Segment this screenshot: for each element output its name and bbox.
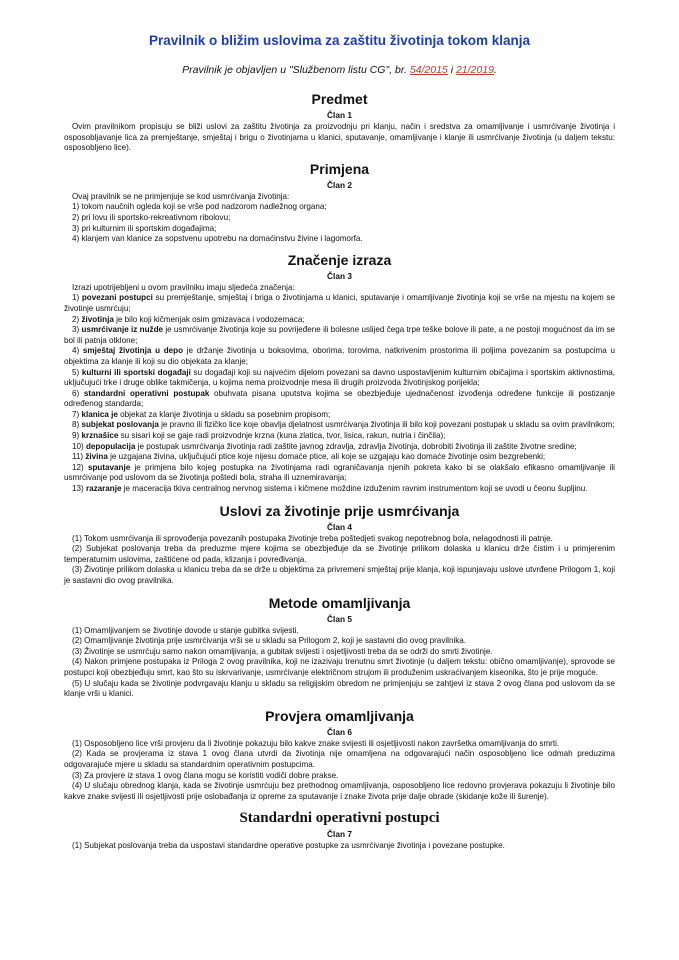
gazette-link-21-2019[interactable]: 21/2019 [455,64,494,76]
definition-text: su premještanje, smještaj i briga o životinjama u klanici, sputavanje i omamljivanje životinja koji se vrše na mjestu na kojem se životinje usmrćuju; [64,293,615,313]
definition-term: životinja [81,314,114,324]
definition-term: depopulacija [85,441,136,451]
article-5-paragraph: (2) Omamljivanje životinja prije usmrćivanja vrši se u skladu sa Prilogom 2, koji je sastavni dio ovog pravilnika. [72,636,467,646]
definition-text: je bilo koji kičmenjak osim gmizavaca i vodozemaca; [113,314,305,324]
article-2-item: 4) klanjem van klanice za sopstvenu upotrebu na domaćinstvu živine i lagomorfa. [72,234,363,244]
publication-note-mid: i [447,64,456,76]
document-title: Pravilnik o bližim uslovima za zaštitu životinja tokom klanja [148,33,531,48]
section-heading-standardni: Standardni operativni postupci [239,810,440,827]
definition-item [64,293,615,314]
section-heading-primjena: Primjena [309,160,370,177]
article-2-intro: Ovaj pravilnik se ne primjenjuje se kod usmrćivanja životinja: [72,191,290,201]
definition-text: je uzgajana živina, uključujući ptice koje nijesu domaće ptice, ali koje se uzgajaju kao domaće životinje osim bezgrebenki; [107,452,546,462]
definition-item [64,325,615,346]
article-5-label: Član 5 [327,613,352,624]
definition-number: 11) [72,452,86,462]
article-6-paragraph: (2) Kada se provjerama iz stava 1 ovog člana utvrdi da životinja nije omamljena na odgovarajući način osposobljeno lice odmah preduzima odgovarajuće mjere u skladu sa standardnim operativnim postupcima. [64,749,615,769]
definition-term: živina [85,452,108,462]
article-7-paragraph: (1) Subjekat poslovanja treba da uspostavi standardne operative postupke za usmrćivanje životinja i povezane postupke. [72,841,505,851]
article-6-paragraph: (4) U slučaju obrednog klanja, kada se životinje usmrćuju bez prethodnog omamljivanja, osposobljeno lice redovno provjerava pokazuju li životinje bilo kakve znake svijesti ili osjetljivosti prije oslobađanja iz opreme za sputavanje i znake života prije dalje obrade (skidanje kože ili šurenje). [64,781,615,801]
definition-number: 13) [72,484,86,494]
definition-text: je držanje životinja u boksovima, oborima, torovima, natkrivenim prostorima ili poljima povezanim sa postupcima u objektima za klanje ili koji su dio objekata za klanje; [64,346,615,366]
definition-term: smještaj životinja u depo [82,346,184,356]
definition-number: 5) [72,367,82,377]
article-5-paragraph: (5) U slučaju kada se životinje podvrgavaju klanju u skladu sa religijskim obredom ne primjenjuju se zahtjevi iz stava 2 ovog člana pod uslovom da se klanje vrši u klanici. [64,678,615,699]
definition-term: usmrćivanje iz nužde [81,325,164,335]
article-1-label: Član 1 [327,110,352,120]
article-4-paragraph: (1) Tokom usmrćivanja ili sprovođenja povezanih postupaka životinje treba poštedjeti svakog nepotrebnog bola, nelagodnosti ili patnje. [72,533,553,543]
definition-number: 1) [72,293,82,303]
publication-note [64,64,615,76]
definition-item [64,315,615,326]
article-2-item: 1) tokom naučnih ogleda koji se vrše pod nadzorom nadležnog organa; [72,202,327,212]
article-4-paragraph: (3) Životinje prilikom dolaska u klanicu treba da se drže u objektima za privremeni smještaj prije klanja, koji ispunjavaju uslove utvrđene Prilogom 1, koji je sastavni dio ovog pravilnika. [64,565,615,585]
section-heading-znacenje-izraza: Značenje izraza [287,251,392,268]
article-7-label: Član 7 [327,829,352,840]
publication-note-prefix: Pravilnik je objavljen u "Službenom listu CG", br. [182,64,410,76]
definition-text: je postupak usmrćivanja životinja radi zaštite javnog zdravlja, zdravlja životinja, dobrobiti životinja ili zaštite životne sredine; [135,441,577,451]
definition-text: je pravno ili fizičko lice koje obavlja djelatnost usmrćivanja životinja ili bilo koji povezani postupak u skladu sa ovim pravilnikom; [158,420,615,430]
definition-text: je usmrćivanje životinja koje su povrijeđene ili bolesne uslijed čega trpe teške bolove ili pate, a ne postoji mogućnost da im se bol ili patnja otklone; [64,325,615,345]
definition-number: 9) [72,431,82,441]
definition-number: 12) [72,462,88,472]
definition-term: klanica je [81,409,118,419]
publication-note-suffix: . [493,64,497,76]
section-heading-metode: Metode omamljivanja [268,594,411,611]
article-3-intro: Izrazi upotrijebljeni u ovom pravilniku imaju sljedeća značenja: [72,282,295,292]
article-5-paragraph: (3) Životinje se usmrćuju samo nakon omamljivanja, a gubitak svijesti i osjetljivosti treba da se održi do smrti životinje. [72,646,493,656]
article-1-paragraph: Ovim pravilnikom propisuju se bliži uslovi za zaštitu životinja za proizvodnju pri klanju, način i sredstva za omamljivanje i usmrćivanje životinja i osposobljavanje lica za premještanje, smještaj i brigu o životinjama u klanici, sputavanje, omamljivanje i klanje ili usmrćivanje životinja (u daljem tekstu: osposobljeno lice). [64,122,615,153]
definition-item [64,420,615,431]
section-heading-uslovi: Uslovi za životinje prije usmrćivanja [219,502,460,519]
definition-text: su sisari koji se gaje radi proizvodnje krzna (kuna zlatica, tvor, lisica, rakun, nutria i činčila); [118,431,446,441]
section-heading-predmet: Predmet [311,91,368,107]
article-2-label: Član 2 [327,179,352,190]
definition-item [64,484,615,495]
definition-item [64,463,615,484]
definition-term: sputavanje [87,462,131,472]
definition-item [64,431,615,442]
definition-term: krznašice [81,431,119,441]
definition-number: 8) [72,420,82,430]
article-6-paragraph: (3) Za provjere iz stava 1 ovog člana mogu se koristiti vodiči dobre prakse. [72,770,339,780]
definition-item [64,452,615,463]
article-2-item: 2) pri lovu ili sportsko-rekreativnom ribolovu; [72,212,231,222]
definition-term: kulturni ili sportski događaji [81,367,191,377]
definition-item [64,368,615,389]
section-heading-provjera: Provjera omamljivanja [265,707,414,724]
article-4-paragraph: (2) Subjekat poslovanja treba da preduzme mjere kojima se obezbjeđuje da se životinje prilikom dolaska u klanicu drže čistim i u primjerenim temperaturnim uslovima, zaštićene od pada, klizanja i povređivanja. [64,544,615,564]
definition-number: 3) [72,325,82,335]
article-6-paragraph: (1) Osposobljeno lice vrši provjeru da li životinje pokazuju bilo kakve znake svijesti ili osjetljivosti nakon završetka omamljivanja do smrti. [72,738,560,748]
definition-text: je maceracija tkiva centralnog nervnog sistema i kičmene moždine izduženim ravnim instrumentom koji se uvodi u čeonu šupljinu. [121,484,588,494]
article-3-label: Član 3 [327,270,352,281]
article-2-item: 3) pri kulturnim ili sportskim događajima; [72,223,217,233]
definition-number: 2) [72,314,82,324]
gazette-link-54-2015[interactable]: 54/2015 [409,64,448,76]
definition-number: 6) [72,388,84,398]
definition-term: standardni operativni postupak [83,388,210,398]
article-4-label: Član 4 [327,521,352,532]
definition-item [64,346,615,367]
article-5-paragraph: (1) Omamljivanjem se životinje dovode u stanje gubitka svijesti. [72,625,299,635]
definition-item [64,410,615,421]
definition-number: 7) [72,409,82,419]
definition-term: subjekat poslovanja [81,420,159,430]
definition-term: povezani postupci [81,293,153,303]
definition-item [64,389,615,410]
definition-text: je primjena bilo kojeg postupka na životinjama radi ograničavanja njenih pokreta kako bi se olakšalo efikasno omamljivanje ili usmrćivanje pod uslovom da se životinja poštedi bola, straha ili uznemiravanja; [64,462,615,483]
article-5-paragraph: (4) Nakon primjene postupaka iz Priloga 2 ovog pravilnika, koji ne izazivaju trenutnu smrt životinje (u daljem tekstu: obično omamljivanje), sprovode se postupci koji obezbjeđuju smrt, kao što su iskrvarivanje, usmrćivanje električnom strujom ili produženim uskraćivanjem kiseonika, što je prije moguće. [64,657,615,677]
article-6-label: Član 6 [327,726,352,737]
definition-text: objekat za klanje životinja u skladu sa posebnim propisom; [117,409,331,419]
definition-text: obuhvata pisana uputstva kojima se obezbjeđuje ujednačenost izvođenja određene funkcije ili postizanje određenog standarda; [64,388,615,409]
definition-item [64,442,615,453]
definition-text: su događaji koji su najvećim dijelom povezani sa davno uspostavljenim kulturnim običajima i sportskim aktivnostima, uključujući trke i druge oblike takmičenja, u kojima nema proizvodnje mesa ili drugih proizvoda životinjskog porijekla; [64,367,615,388]
definition-term: razaranje [85,484,122,494]
definition-number: 10) [72,441,86,451]
definition-number: 4) [72,346,83,356]
